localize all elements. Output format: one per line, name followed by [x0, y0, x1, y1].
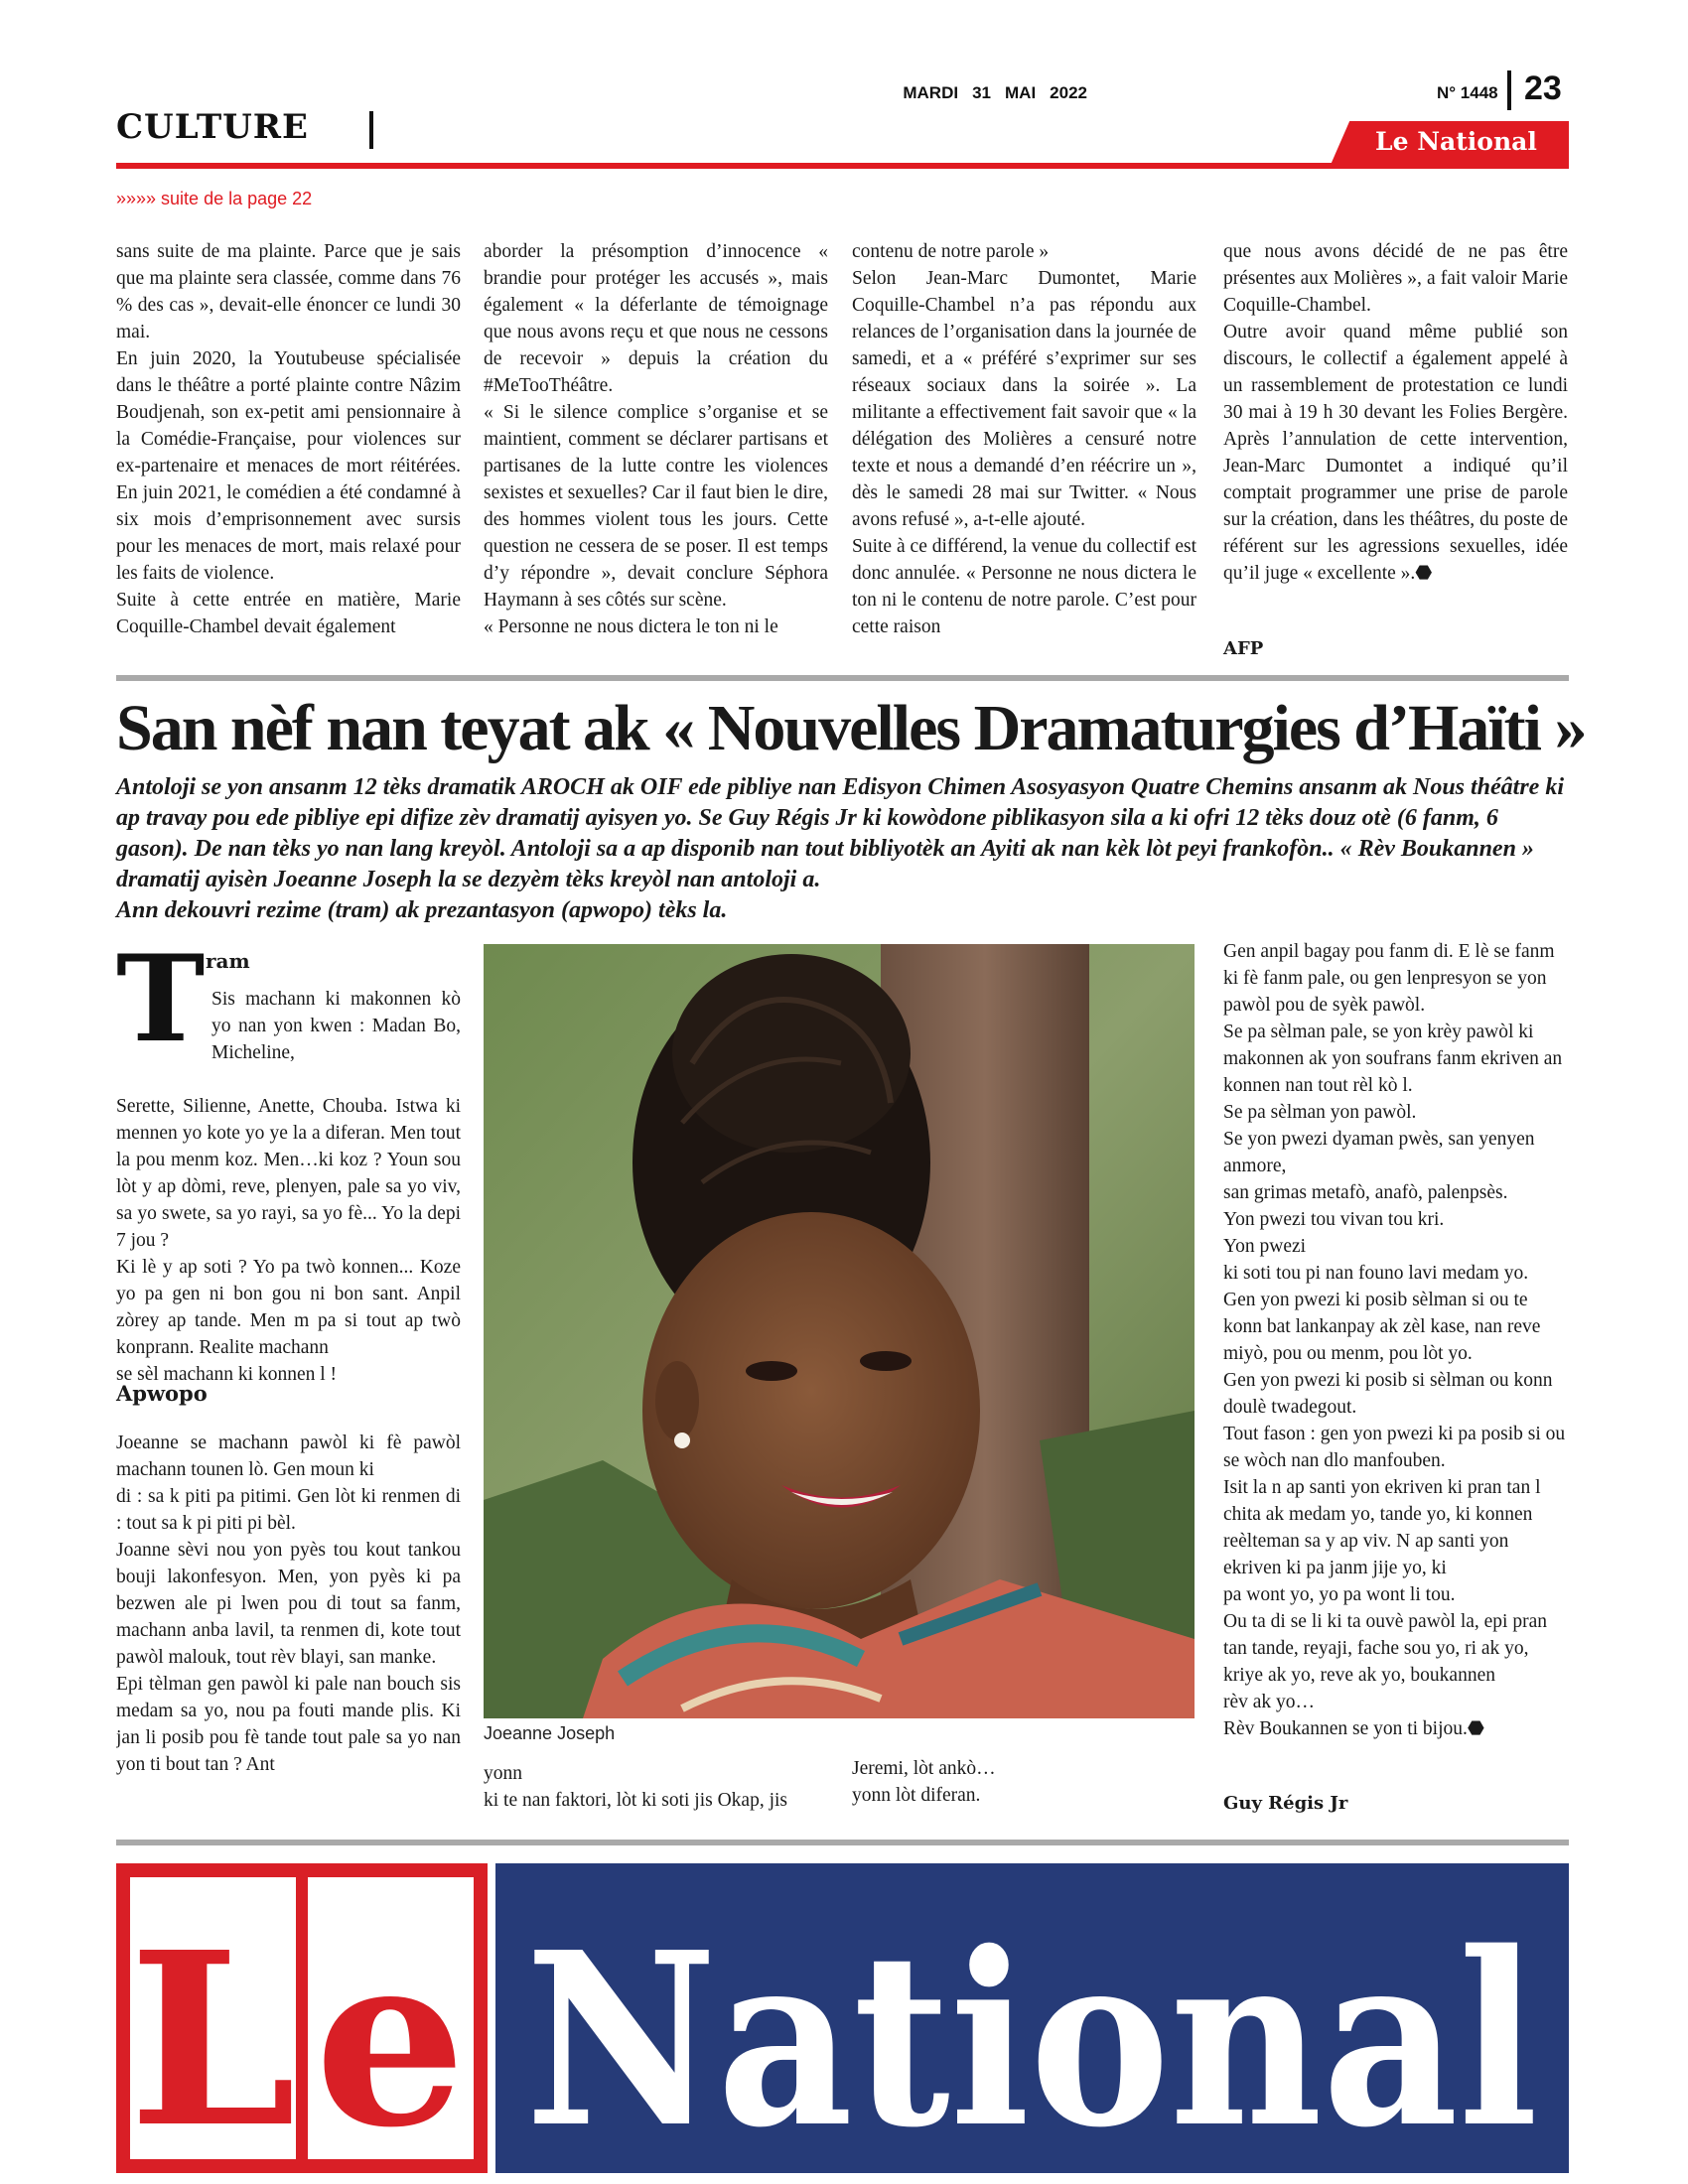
photo-caption: Joeanne Joseph — [484, 1723, 616, 1743]
paragraph: Isit la n ap santi yon ekriven ki pran tan l chita ak medam yo, tande yo, ki konnen reèlteman sa y ap viv. N ap santi yon ekriven ki pa janm jije yo, ki — [1223, 1477, 1541, 1578]
paragraph: Serette, Silienne, Anette, Chouba. Istwa ki mennen yo kote yo ye la a diferan. Men tout la pou menm koz. Men…ki koz ? Youn sou lòt y ap dòmi, reve, plenyen, pale sa yo viv, sa yo swete, sa yo rayi, sa yo fè... Yo la depi 7 jou ? — [116, 1096, 461, 1251]
paragraph: pa wont yo, yo pa wont li tou. — [1223, 1584, 1456, 1605]
paragraph: ki te nan faktori, lòt ki soti jis Okap, jis — [484, 1790, 788, 1811]
drop-cap: T — [116, 929, 206, 1069]
apwopo-heading: Apwopo — [116, 1381, 208, 1406]
apwopo-body — [116, 1430, 461, 1807]
paragraph: Joanne sèvi nou yon pyès tou kout tankou bouji lakonfesyon. Men, yon pyès ki pa bezwen ale pi lwen pou di tout sa fanm, machann anba lavil, ta renmen di, kote tout pawòl malouk, tout rèv blayi, san manke. — [116, 1540, 461, 1668]
top-article-column-4 — [1223, 238, 1568, 663]
paragraph: En juin 2020, la Youtubeuse spécialisée dans le théâtre a porté plainte contre Nâzim Boudjenah, son ex-petit ami pensionnaire à la Comédie-Française, pour violences sur ex-partenaire et menaces de mort réitérées. En juin 2021, le comédien a été condamné à six mois d’emprisonnement avec sursis pour les menaces de mort, mais relaxé pour les faits de violence. — [116, 348, 461, 584]
feature-column-4 — [1223, 938, 1569, 1742]
tram-heading: ram — [206, 949, 250, 973]
paragraph: Yon pwezi tou vivan tou kri. — [1223, 1209, 1445, 1230]
paragraph: ki soti tou pi nan founo lavi medam yo. — [1223, 1263, 1529, 1284]
page-number: 23 — [1524, 69, 1562, 107]
paragraph: Epi tèlman gen pawòl ki pale nan bouch sis medam sa yo, nou pa fouti mande plis. Ki jan li posib pou fè tande tout pale sa yo nan yon ti bout tan ? Ant — [116, 1674, 461, 1775]
date-month: MAI — [1005, 83, 1037, 102]
feature-column-2 — [484, 1760, 828, 1814]
tram-body — [116, 1093, 461, 1388]
tram-indented-text: Sis machann ki makonnen kò yo nan yon kwen : Madan Bo, Micheline, — [211, 989, 461, 1063]
date-year: 2022 — [1050, 83, 1087, 102]
issue-number: N° 1448 — [1437, 83, 1498, 102]
feature-standfirst — [116, 772, 1569, 926]
feature-column-3 — [852, 1755, 1196, 1809]
continued-from-label: »»»» suite de la page 22 — [116, 189, 313, 208]
paragraph: Gen yon pwezi ki posib si sèlman ou konn doulè twadegout. — [1223, 1370, 1553, 1418]
header-rule — [116, 163, 1569, 169]
paragraph: « Si le silence complice s’organise et se maintient, comment se déclarer partisans et partisanes de la lutte contre les violences sexistes et sexuelles? Car il faut bien le dire, des hommes violent tous les jours. Cette question ne cessera de se poser. Il est temps d’y répondre », devait conclure Séphora Haymann à ses côtés sur scène. — [484, 402, 828, 611]
paragraph: sans suite de ma plainte. Parce que je sais que ma plainte sera classée, comme dans 76 % des cas », devait-elle énoncer ce lundi 30 mai. — [116, 241, 461, 342]
top-article-column-2 — [484, 238, 828, 663]
footer-separator — [116, 1840, 1569, 1845]
brand-banner-le — [116, 1863, 488, 2173]
brand-banner-national — [495, 1863, 1569, 2173]
paragraph: san grimas metafò, anafò, palenpsès. — [1223, 1182, 1508, 1203]
paragraph: Jeremi, lòt ankò… — [852, 1758, 996, 1779]
paragraph: Suite à ce différend, la venue du collectif est donc annulée. « Personne ne nous dictera le ton ni le contenu de notre parole. C’est pour cette raison — [852, 536, 1196, 637]
page-number-divider — [1507, 70, 1511, 110]
brand-tab-label: Le National — [1375, 127, 1537, 156]
top-article-column-1 — [116, 238, 461, 663]
author-portrait-photo — [484, 944, 1195, 1718]
section-divider — [369, 111, 373, 149]
article-separator — [116, 675, 1569, 681]
paragraph: Se pa sèlman pale, se yon krèy pawòl ki makonnen ak yon soufrans fanm ekriven an konnen nan tout rèl kò l. — [1223, 1022, 1563, 1096]
top-article-byline: AFP — [1223, 638, 1264, 659]
standfirst-paragraph: Ann dekouvri rezime (tram) ak prezantasyon (apwopo) tèks la. — [116, 897, 728, 923]
paragraph: Gen yon pwezi ki posib sèlman si ou te konn bat lankanpay ak zèl kase, nan reve miyò, pou ou menm, pou lòt yo. — [1223, 1290, 1541, 1364]
brand-banner-word: National — [525, 1900, 1538, 2173]
section-label: CULTURE — [116, 107, 309, 147]
paragraph: Outre avoir quand même publié son discours, le collectif a également appelé à un rassemblement de protestation ce lundi 30 mai à 19 h 30 devant les Folies Bergère. Après l’annulation de cette intervention, Jean-Marc Dumontet a indiqué qu’il comptait programmer une prise de parole sur la création, dans les théâtres, du poste de référent sur les agressions sexuelles, idée qu’il juge « excellente ».⬣ — [1223, 322, 1568, 584]
paragraph: contenu de notre parole » — [852, 241, 1050, 262]
paragraph: Yon pwezi — [1223, 1236, 1307, 1257]
brand-banner-letter-e: e — [314, 1900, 467, 2173]
brand-banner-gap — [488, 1863, 495, 2173]
feature-headline: San nèf nan teyat ak « Nouvelles Dramaturgies d’Haïti » — [116, 692, 1586, 764]
paragraph: que nous avons décidé de ne pas être présentes aux Molières », a fait valoir Marie Coquille-Chambel. — [1223, 241, 1568, 316]
paragraph: « Personne ne nous dictera le ton ni le — [484, 616, 778, 637]
paragraph: yonn lòt diferan. — [852, 1785, 981, 1806]
feature-byline: Guy Régis Jr — [1223, 1793, 1348, 1814]
date-weekday: MARDI — [903, 83, 959, 102]
paragraph: Joeanne se machann pawòl ki fè pawòl machann tounen lò. Gen moun ki — [116, 1433, 461, 1480]
paragraph: di : sa k piti pa pitimi. Gen lòt ki renmen di : tout sa k pi piti pi bèl. — [116, 1486, 461, 1534]
standfirst-paragraph: Antoloji se yon ansanm 12 tèks dramatik AROCH ak OIF ede pibliye nan Edisyon Chimen Asosyasyon Quatre Chemins ansanm ak Nous théâtre ki ap travay pou ede pibliye epi difize zèv dramatij ayisyen yo. Se Guy Régis Jr ki kowòdone piblikasyon sila a ki ofri 12 tèks douz otè (6 fanm, 6 gason). De nan tèks yo nan lang kreyòl. Antoloji sa a ap disponib nan tout bibliyotèk an Ayiti ak nan kèk lòt peyi frankofòn.. « Rèv Boukannen » dramatij ayisèn Joeanne Joseph la se dezyèm tèks kreyòl nan antoloji a. — [116, 774, 1564, 892]
paragraph: Rèv Boukannen se yon ti bijou.⬣ — [1223, 1718, 1484, 1739]
top-article-column-3 — [852, 238, 1196, 663]
paragraph: yonn — [484, 1763, 522, 1784]
paragraph: Gen anpil bagay pou fanm di. E lè se fanm ki fè fanm pale, ou gen lenpresyon se yon pawòl pou de syèk pawòl. — [1223, 941, 1555, 1016]
brand-banner-letter-l: L — [128, 1900, 297, 2173]
paragraph: Tout fason : gen yon pwezi ki pa posib si ou se wòch nan dlo manfouben. — [1223, 1424, 1566, 1471]
paragraph: Se pa sèlman yon pawòl. — [1223, 1102, 1417, 1123]
paragraph: se sèl machann ki konnen l ! — [116, 1364, 338, 1385]
dateline — [889, 83, 1087, 103]
paragraph: Ki lè y ap soti ? Yo pa twò konnen... Koze yo pa gen ni bon gou ni bon sant. Anpil zòrey ap tande. Men m pa si tout ap twò konprann. Realite machann — [116, 1257, 461, 1358]
paragraph: rèv ak yo… — [1223, 1692, 1316, 1712]
paragraph: aborder la présomption d’innocence « brandie pour protéger les accusés », mais également « la déferlante de témoignage que nous avons reçu et que nous ne cessons de recevoir » depuis la création du #MeTooThéâtre. — [484, 241, 828, 396]
paragraph: Se yon pwezi dyaman pwès, san yenyen anmore, — [1223, 1129, 1535, 1176]
paragraph: Selon Jean-Marc Dumontet, Marie Coquille-Chambel n’a pas répondu aux relances de l’organisation dans la journée de samedi, et a « préféré s’exprimer sur ses réseaux sociaux dans la soirée ». La militante a effectivement fait savoir que « la délégation des Molières a censuré notre texte et nous a demandé d’en réécrire un », dès le samedi 28 mai sur Twitter. « Nous avons refusé », a-t-elle ajouté. — [852, 268, 1196, 530]
paragraph: Ou ta di se li ki ta ouvè pawòl la, epi pran — [1223, 1611, 1547, 1632]
paragraph: Suite à cette entrée en matière, Marie Coquille-Chambel devait également — [116, 590, 461, 637]
paragraph: tan tande, reyaji, fache sou yo, ri ak yo, kriye ak yo, reve ak yo, boukannen — [1223, 1638, 1529, 1686]
date-day: 31 — [972, 83, 991, 102]
